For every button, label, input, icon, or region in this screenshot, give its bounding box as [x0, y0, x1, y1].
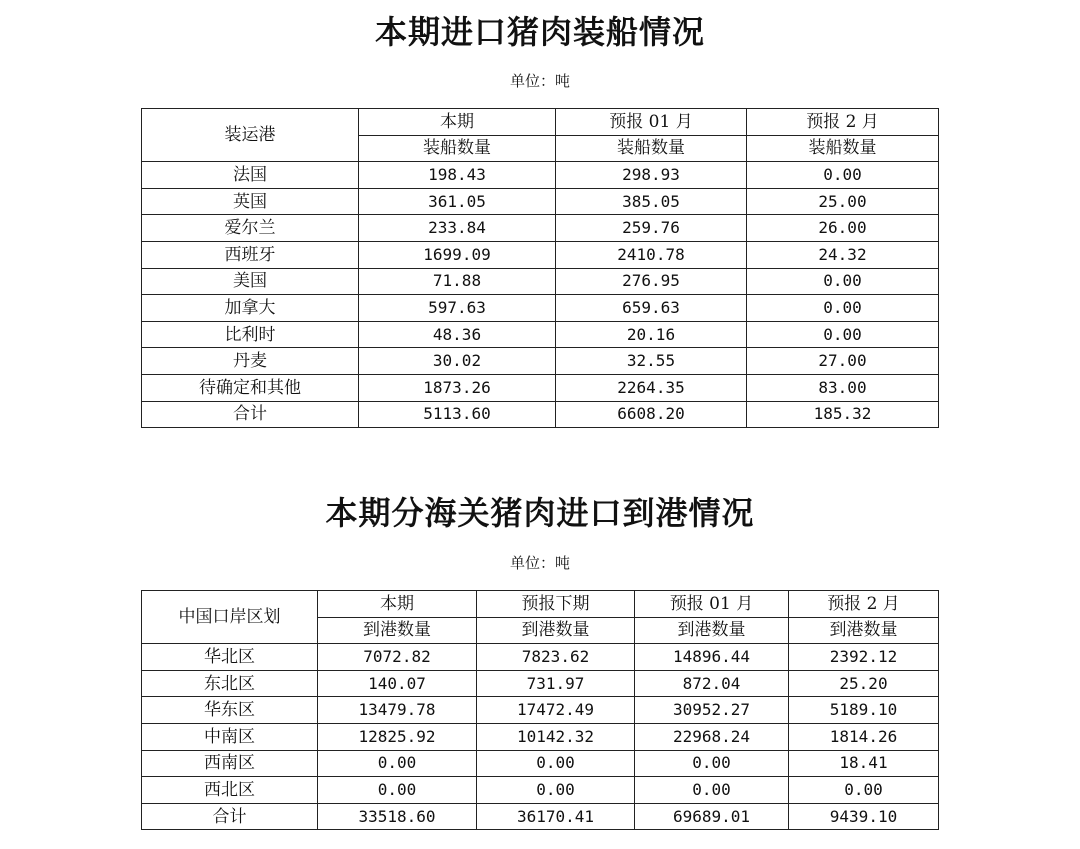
value-cell: 0.00	[635, 750, 789, 777]
table-row	[142, 777, 939, 804]
value-cell: 7823.62	[477, 644, 635, 671]
table-header-row	[142, 591, 939, 618]
header-loading-port: 装运港	[142, 109, 359, 162]
value-cell: 0.00	[747, 295, 939, 322]
value-cell: 26.00	[747, 215, 939, 242]
table-header-row	[142, 109, 939, 136]
value-cell: 2410.78	[556, 241, 747, 268]
value-cell: 659.63	[556, 295, 747, 322]
row-label-cell: 中南区	[142, 723, 318, 750]
table-row	[142, 644, 939, 671]
value-cell: 0.00	[789, 777, 939, 804]
value-cell: 198.43	[359, 162, 556, 189]
arrival-table	[141, 590, 939, 830]
table-row	[142, 348, 939, 375]
header-quantity: 装船数量	[556, 135, 747, 162]
value-cell: 185.32	[747, 401, 939, 428]
header-quantity: 到港数量	[635, 617, 789, 644]
value-cell: 1873.26	[359, 374, 556, 401]
value-cell: 233.84	[359, 215, 556, 242]
value-cell: 20.16	[556, 321, 747, 348]
value-cell: 83.00	[747, 374, 939, 401]
value-cell: 385.05	[556, 188, 747, 215]
header-quantity: 装船数量	[359, 135, 556, 162]
row-label-cell: 东北区	[142, 670, 318, 697]
value-cell: 36170.41	[477, 803, 635, 830]
header-period: 预报 2 月	[747, 109, 939, 136]
header-quantity: 装船数量	[747, 135, 939, 162]
row-label-cell: 合计	[142, 803, 318, 830]
header-period: 预报 2 月	[789, 591, 939, 618]
value-cell: 2264.35	[556, 374, 747, 401]
row-label-cell: 华东区	[142, 697, 318, 724]
value-cell: 0.00	[747, 162, 939, 189]
value-cell: 597.63	[359, 295, 556, 322]
value-cell: 5113.60	[359, 401, 556, 428]
value-cell: 22968.24	[635, 723, 789, 750]
table-row	[142, 374, 939, 401]
value-cell: 259.76	[556, 215, 747, 242]
value-cell: 298.93	[556, 162, 747, 189]
value-cell: 9439.10	[789, 803, 939, 830]
value-cell: 0.00	[318, 750, 477, 777]
row-label-cell: 华北区	[142, 644, 318, 671]
row-label-cell: 加拿大	[142, 295, 359, 322]
table-row	[142, 188, 939, 215]
table-row	[142, 723, 939, 750]
row-label-cell: 美国	[142, 268, 359, 295]
header-period: 预报 01 月	[556, 109, 747, 136]
value-cell: 2392.12	[789, 644, 939, 671]
row-label-cell: 合计	[142, 401, 359, 428]
table-row	[142, 321, 939, 348]
value-cell: 71.88	[359, 268, 556, 295]
value-cell: 1699.09	[359, 241, 556, 268]
value-cell: 25.20	[789, 670, 939, 697]
table-row	[142, 750, 939, 777]
value-cell: 872.04	[635, 670, 789, 697]
value-cell: 18.41	[789, 750, 939, 777]
value-cell: 361.05	[359, 188, 556, 215]
table-row	[142, 697, 939, 724]
row-label-cell: 英国	[142, 188, 359, 215]
row-label-cell: 爱尔兰	[142, 215, 359, 242]
value-cell: 69689.01	[635, 803, 789, 830]
row-label-cell: 西班牙	[142, 241, 359, 268]
value-cell: 0.00	[747, 321, 939, 348]
value-cell: 0.00	[635, 777, 789, 804]
row-label-cell: 西北区	[142, 777, 318, 804]
table-total-row	[142, 401, 939, 428]
shipment-table-title: 本期进口猪肉装船情况	[374, 13, 705, 51]
header-period: 预报下期	[477, 591, 635, 618]
header-quantity: 到港数量	[789, 617, 939, 644]
value-cell: 5189.10	[789, 697, 939, 724]
value-cell: 7072.82	[318, 644, 477, 671]
value-cell: 27.00	[747, 348, 939, 375]
row-label-cell: 法国	[142, 162, 359, 189]
table-row	[142, 241, 939, 268]
arrival-unit-label: 单位：吨	[509, 554, 570, 572]
value-cell: 32.55	[556, 348, 747, 375]
header-quantity: 到港数量	[318, 617, 477, 644]
value-cell: 14896.44	[635, 644, 789, 671]
header-quantity: 到港数量	[477, 617, 635, 644]
shipment-table	[141, 108, 939, 428]
value-cell: 10142.32	[477, 723, 635, 750]
value-cell: 731.97	[477, 670, 635, 697]
value-cell: 0.00	[747, 268, 939, 295]
value-cell: 0.00	[318, 777, 477, 804]
value-cell: 33518.60	[318, 803, 477, 830]
row-label-cell: 丹麦	[142, 348, 359, 375]
table-row	[142, 268, 939, 295]
value-cell: 0.00	[477, 777, 635, 804]
value-cell: 24.32	[747, 241, 939, 268]
row-label-cell: 西南区	[142, 750, 318, 777]
shipment-unit-label: 单位：吨	[509, 72, 570, 90]
value-cell: 25.00	[747, 188, 939, 215]
value-cell: 0.00	[477, 750, 635, 777]
value-cell: 1814.26	[789, 723, 939, 750]
header-period: 本期	[318, 591, 477, 618]
header-period: 预报 01 月	[635, 591, 789, 618]
value-cell: 30.02	[359, 348, 556, 375]
table-row	[142, 215, 939, 242]
value-cell: 140.07	[318, 670, 477, 697]
value-cell: 276.95	[556, 268, 747, 295]
value-cell: 48.36	[359, 321, 556, 348]
value-cell: 12825.92	[318, 723, 477, 750]
table-row	[142, 295, 939, 322]
value-cell: 6608.20	[556, 401, 747, 428]
arrival-table-title: 本期分海关猪肉进口到港情况	[325, 494, 755, 532]
row-label-cell: 待确定和其他	[142, 374, 359, 401]
value-cell: 30952.27	[635, 697, 789, 724]
value-cell: 17472.49	[477, 697, 635, 724]
header-period: 本期	[359, 109, 556, 136]
table-row	[142, 162, 939, 189]
header-port-region: 中国口岸区划	[142, 591, 318, 644]
table-total-row	[142, 803, 939, 830]
row-label-cell: 比利时	[142, 321, 359, 348]
table-row	[142, 670, 939, 697]
value-cell: 13479.78	[318, 697, 477, 724]
